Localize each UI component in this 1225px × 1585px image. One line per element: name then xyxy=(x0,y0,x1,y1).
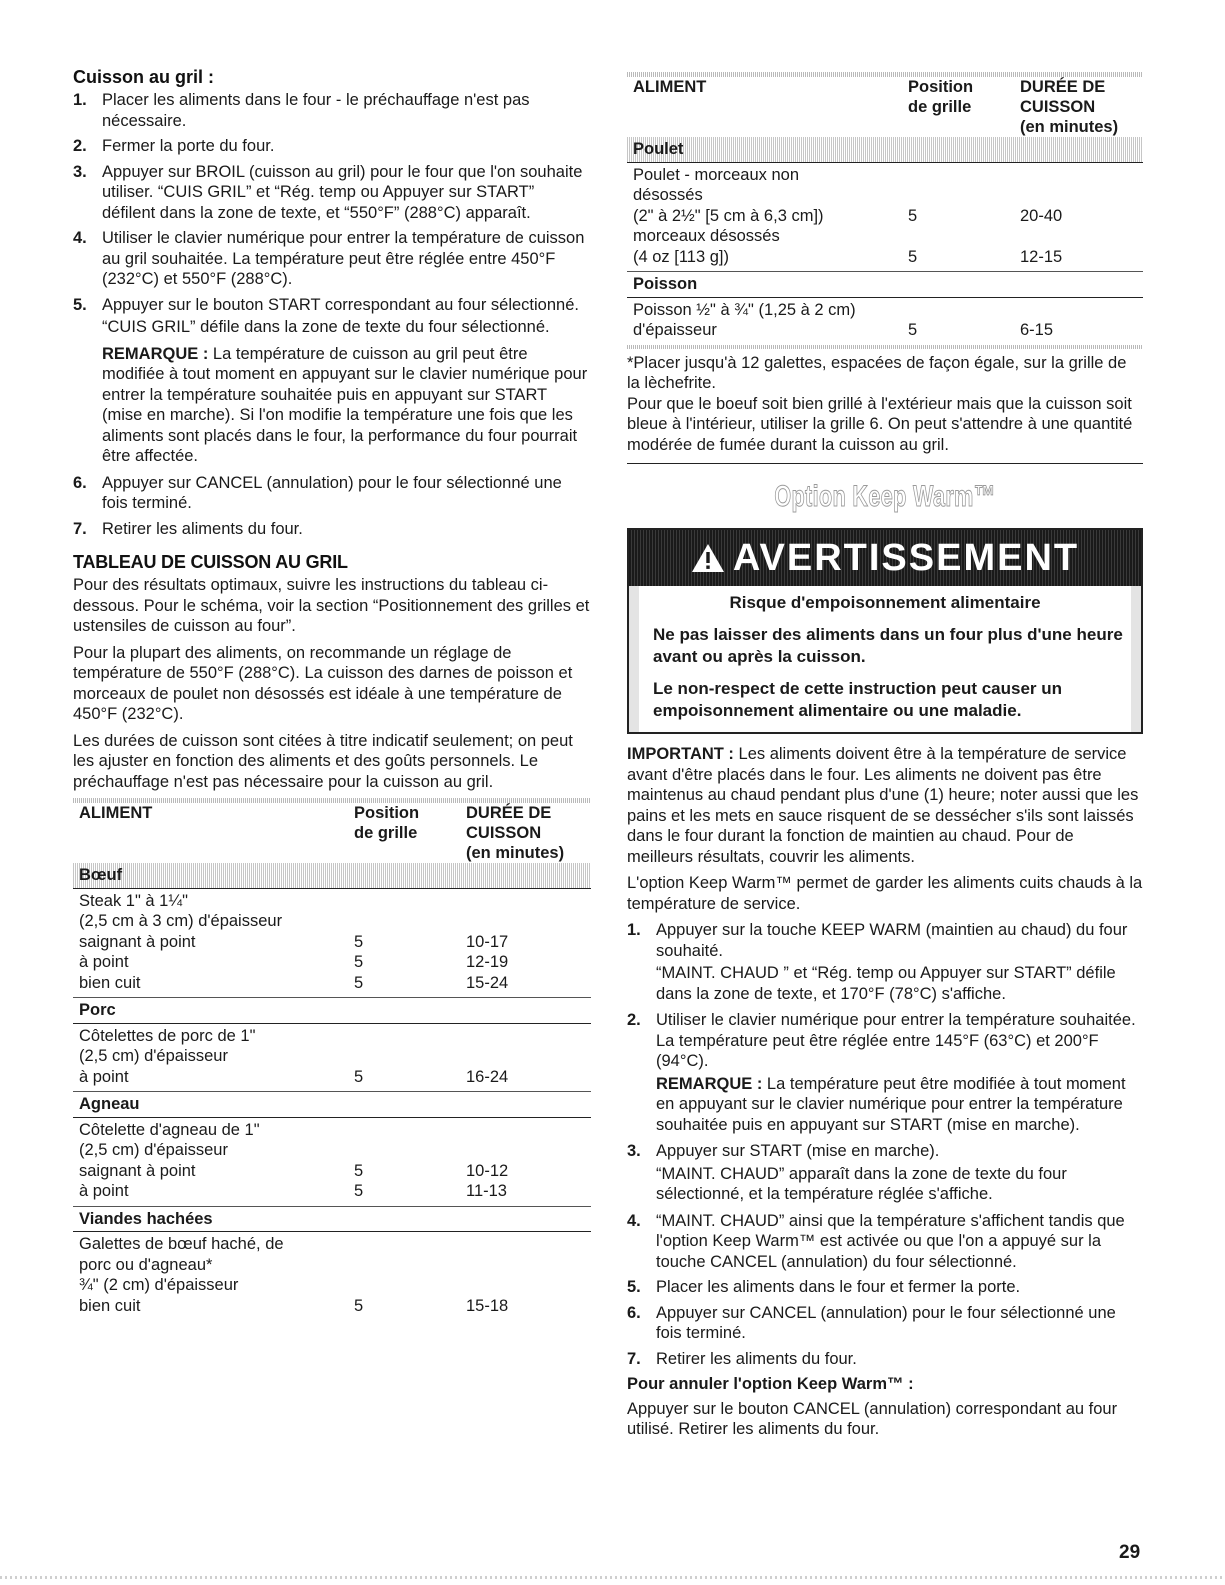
step-number: 5. xyxy=(627,1278,641,1296)
cell-position: 5 xyxy=(354,1067,364,1086)
header-food: ALIMENT xyxy=(79,804,153,822)
paragraph-1: Pour des résultats optimaux, suivre les instructions du tableau ci-dessous. Pour le schéma, voir la section “Positionnement des grilles et ustensiles de cuisson au four”. xyxy=(73,576,590,635)
cell-time xyxy=(466,1026,585,1047)
header-duration-line2: CUISSON xyxy=(1020,98,1096,116)
cell-time xyxy=(466,1046,585,1067)
paragraph-2: Pour la plupart des aliments, on recommande un réglage de température de 550°F (288°C). La cuisson des darnes de poisson et morceaux de poulet non désossés est idéale à une température de 450°F (232°C). xyxy=(73,643,573,723)
rows-viandes xyxy=(73,1232,591,1320)
rows-poulet xyxy=(627,163,1143,273)
keep-warm-step-1 xyxy=(627,920,1143,1004)
table-row xyxy=(79,1046,585,1067)
broil-step-3 xyxy=(73,162,591,224)
keep-warm-steps xyxy=(627,920,1143,1369)
cell-time xyxy=(466,1255,585,1276)
cell-position: 5 xyxy=(354,953,364,971)
step-number: 3. xyxy=(73,162,87,181)
step2-note xyxy=(656,1074,1143,1136)
step-number: 6. xyxy=(73,473,87,492)
cell-position: 5 xyxy=(908,321,918,339)
cell-food: désossés xyxy=(633,186,703,204)
table-row xyxy=(633,320,1137,341)
right-column xyxy=(627,72,1143,1446)
table-row xyxy=(79,1161,585,1182)
keep-warm-step-4 xyxy=(627,1211,1143,1273)
step-number: 4. xyxy=(73,229,87,247)
cell-time: 10-12 xyxy=(466,1161,509,1180)
step-text: Appuyer sur la touche KEEP WARM (maintien au chaud) du four souhaité. xyxy=(656,921,1128,960)
warning-triangle-icon xyxy=(691,543,725,573)
footnote: *Placer jusqu'à 12 galettes, espacées de façon égale, sur la grille de la lèchefrite. xyxy=(627,353,1127,392)
broil-step-2 xyxy=(73,136,591,157)
cell-food: à point xyxy=(79,1067,129,1086)
cell-position xyxy=(908,165,1020,186)
broil-step-6 xyxy=(73,473,591,514)
cell-food: Côtelette d'agneau de 1" xyxy=(79,1120,260,1139)
cell-food: (4 oz [113 g]) xyxy=(633,247,729,266)
cell-position xyxy=(354,1255,466,1276)
cell-time xyxy=(466,891,585,912)
header-position xyxy=(354,803,466,863)
header-duration-line1: DURÉE DE xyxy=(1020,78,1106,96)
cell-time xyxy=(1020,226,1137,247)
step-number: 1. xyxy=(73,91,87,109)
cell-time xyxy=(466,1140,585,1161)
cell-food: ¾" (2 cm) d'épaisseur xyxy=(79,1276,239,1294)
table-row xyxy=(79,973,585,994)
bottom-rule xyxy=(0,1576,1225,1579)
step-number: 3. xyxy=(627,1142,641,1160)
header-duration xyxy=(466,803,585,863)
broil-table-right xyxy=(627,72,1143,349)
cell-position: 5 xyxy=(354,932,364,951)
cell-food: Poulet - morceaux non xyxy=(633,165,800,184)
broil-step-5 xyxy=(73,295,591,467)
table-row xyxy=(79,1255,585,1276)
step-number: 2. xyxy=(627,1011,641,1029)
cell-food: à point xyxy=(79,953,129,971)
warning-line-1: Ne pas laisser des aliments dans un four plus d'une heure avant ou après la cuisson. xyxy=(653,625,1123,666)
keep-warm-step-2 xyxy=(627,1010,1143,1135)
cell-food: morceaux désossés xyxy=(633,227,780,245)
broil-heading: Cuisson au gril : xyxy=(73,67,215,87)
keep-warm-step-5 xyxy=(627,1277,1143,1298)
cell-food: Steak 1" à 1¼" xyxy=(79,891,188,910)
header-position-line1: Position xyxy=(354,804,420,822)
cell-position xyxy=(354,1026,466,1047)
cell-position: 5 xyxy=(354,1296,364,1315)
beef-note: Pour que le boeuf soit bien grillé à l'extérieur mais que la cuisson soit bleue à l'intérieur, utiliser la grille 6. On peut s'attendre à une quantité modérée de fumée durant la cuisson au gril. xyxy=(627,394,1133,454)
table-row xyxy=(79,1067,585,1088)
step-text: Retirer les aliments du four. xyxy=(102,519,303,538)
step-text: “MAINT. CHAUD” ainsi que la température s'affichent tandis que l'option Keep Warm™ est activée ou que l'on a appuyé sur la touche CANCEL (annulation) du four sélectionné. xyxy=(656,1211,1125,1271)
cell-food: (2,5 cm) d'épaisseur xyxy=(79,1047,228,1065)
cell-time xyxy=(466,911,585,932)
important-label: IMPORTANT : xyxy=(627,745,734,763)
cell-position xyxy=(354,1120,466,1141)
header-position-line1: Position xyxy=(908,78,974,96)
table-notes xyxy=(627,353,1143,465)
cancel-text: Appuyer sur le bouton CANCEL (annulation) correspondant au four utilisé. Retirer les aliments du four. xyxy=(627,1399,1118,1438)
step-text: Appuyer sur le bouton START correspondant au four sélectionné. xyxy=(102,295,579,314)
table-row xyxy=(79,1026,585,1047)
warning-banner xyxy=(629,530,1141,586)
header-duration-line2: CUISSON xyxy=(466,824,542,842)
warning-line-2: Le non-respect de cette instruction peut causer un empoisonnement alimentaire ou une maladie. xyxy=(653,679,1063,720)
warning-heading: Risque d'empoisonnement alimentaire xyxy=(729,593,1041,612)
step-text: Appuyer sur BROIL (cuisson au gril) pour le four que l'on souhaite utiliser. “CUIS GRIL” et “Rég. temp ou Appuyer sur START” défilent dans la zone de texte, et “550°F” (288°C) apparaît. xyxy=(102,162,583,222)
cell-time: 10-17 xyxy=(466,932,509,951)
broil-table-left xyxy=(73,798,591,1320)
cell-food: saignant à point xyxy=(79,932,196,951)
cell-position: 5 xyxy=(354,973,364,992)
table-row xyxy=(79,1140,585,1161)
table-header xyxy=(73,803,591,863)
cell-position: 5 xyxy=(354,1161,364,1180)
table-row xyxy=(633,226,1137,247)
step-number: 7. xyxy=(627,1349,641,1368)
cell-position xyxy=(354,891,466,912)
cell-food: d'épaisseur xyxy=(633,321,717,339)
step5-sub: “CUIS GRIL” défile dans la zone de texte du four sélectionné. xyxy=(102,318,550,336)
important-paragraph xyxy=(627,744,1143,867)
header-position-line2: de grille xyxy=(908,98,972,116)
cell-position: 5 xyxy=(908,247,918,266)
cell-position xyxy=(354,1140,466,1161)
header-duration xyxy=(1020,77,1137,137)
keep-warm-intro: L'option Keep Warm™ permet de garder les aliments cuits chauds à la température de service. xyxy=(627,874,1143,913)
step3-sub: “MAINT. CHAUD” apparaît dans la zone de texte du four sélectionné, et la température réglée s'affiche. xyxy=(656,1164,1067,1203)
cell-time xyxy=(466,1234,585,1255)
keep-warm-title: Option Keep Warm™ xyxy=(774,480,996,513)
note-label: REMARQUE : xyxy=(102,344,209,363)
step-text: Placer les aliments dans le four - le préchauffage n'est pas nécessaire. xyxy=(102,91,530,130)
cell-time: 11-13 xyxy=(466,1182,507,1200)
cell-food: bien cuit xyxy=(79,1296,141,1315)
cell-food: Poisson ½" à ¾" (1,25 à 2 cm) xyxy=(633,300,856,319)
header-duration-line3: (en minutes) xyxy=(1020,118,1119,136)
cell-position: 5 xyxy=(354,1182,364,1200)
broil-step-1 xyxy=(73,90,591,131)
table-bottom-rule xyxy=(627,345,1143,349)
cell-position xyxy=(908,226,1020,247)
note-label: REMARQUE : xyxy=(656,1074,763,1093)
cell-time: 15-24 xyxy=(466,973,509,992)
cell-position xyxy=(354,911,466,932)
table-row xyxy=(79,1234,585,1255)
header-position-line2: de grille xyxy=(354,824,418,842)
category-viandes: Viandes hachées xyxy=(73,1207,591,1233)
header-food: ALIMENT xyxy=(633,78,707,96)
step1-sub: “MAINT. CHAUD ” et “Rég. temp ou Appuyer sur START” défile dans la zone de texte, et 170°F (78°C) s'affiche. xyxy=(656,964,1116,1003)
table-row xyxy=(79,1275,585,1296)
table-row xyxy=(633,300,1137,321)
category-poulet: Poulet xyxy=(627,137,1143,163)
rows-poisson xyxy=(627,298,1143,345)
warning-box xyxy=(627,528,1143,734)
cell-position xyxy=(908,185,1020,206)
cell-time: 20-40 xyxy=(1020,206,1063,225)
cell-food: (2,5 cm) d'épaisseur xyxy=(79,1141,228,1159)
cell-time: 12-19 xyxy=(466,953,509,971)
step-text: Retirer les aliments du four. xyxy=(656,1349,857,1368)
table-row xyxy=(79,1181,585,1202)
paragraph-3: Les durées de cuisson sont citées à titre indicatif seulement; on peut les ajuster en fonction des aliments et des goûts personnels. Le préchauffage n'est pas nécessaire pour la cuisson au gril. xyxy=(73,731,573,791)
category-porc: Porc xyxy=(73,998,591,1024)
cell-time: 15-18 xyxy=(466,1296,509,1315)
broil-steps xyxy=(73,90,591,539)
cell-position xyxy=(354,1046,466,1067)
cancel-heading: Pour annuler l'option Keep Warm™ : xyxy=(627,1375,914,1393)
header-duration-line3: (en minutes) xyxy=(466,844,565,862)
cell-food: à point xyxy=(79,1182,129,1200)
note-text: La température de cuisson au gril peut être modifiée à tout moment en appuyant sur le clavier numérique pour entrer la température souhaitée puis en appuyant sur START (mise en marche). Si l'on modifie la température une fois que les aliments sont placés dans le four, la performance du four pourrait être affectée. xyxy=(102,344,588,465)
cell-time xyxy=(466,1120,585,1141)
rows-porc xyxy=(73,1024,591,1093)
table-row xyxy=(79,1120,585,1141)
step-text: Appuyer sur START (mise en marche). xyxy=(656,1142,940,1160)
header-duration-line1: DURÉE DE xyxy=(466,804,552,822)
table-header xyxy=(627,77,1143,137)
cell-food: Côtelettes de porc de 1" xyxy=(79,1026,256,1045)
table-row xyxy=(79,932,585,953)
step-text: Utiliser le clavier numérique pour entrer la température de cuisson au gril souhaitée. La température peut être réglée entre 450°F (232°C) et 550°F (288°C). xyxy=(102,229,585,288)
step-number: 1. xyxy=(627,921,641,939)
step-number: 5. xyxy=(73,295,87,314)
broil-step-7 xyxy=(73,519,591,540)
cell-position: 5 xyxy=(908,206,918,225)
important-text: Les aliments doivent être à la température de service avant d'être placés dans le four. Les aliments ne doivent pas être maintenus au chaud pendant plus d'une (1) heure; noter aussi que les pains et les mets en sauce risquent de se dessécher s'ils sont laissés dans le four durant la fonction de maintien au chaud. Pour de meilleurs résultats, couvrir les aliments. xyxy=(627,745,1139,866)
step-number: 4. xyxy=(627,1211,641,1230)
cell-time xyxy=(1020,300,1137,321)
cell-time xyxy=(1020,185,1137,206)
step5-note xyxy=(102,344,591,467)
broil-step-4 xyxy=(73,228,591,290)
step-text: Appuyer sur CANCEL (annulation) pour le four sélectionné une fois terminé. xyxy=(656,1303,1116,1342)
warning-body xyxy=(629,586,1141,732)
cell-time: 16-24 xyxy=(466,1067,509,1086)
table-row xyxy=(79,911,585,932)
table-row xyxy=(79,891,585,912)
category-agneau: Agneau xyxy=(73,1092,591,1118)
cell-position xyxy=(354,1275,466,1296)
rows-agneau xyxy=(73,1118,591,1207)
keep-warm-step-7 xyxy=(627,1349,1143,1370)
step-number: 2. xyxy=(73,137,87,155)
table-row xyxy=(633,247,1137,268)
table-row xyxy=(633,185,1137,206)
note-text: La température peut être modifiée à tout moment en appuyant sur le clavier numérique pour entrer la température souhaitée puis en appuyant sur START (mise en marche). xyxy=(656,1074,1126,1134)
table-row xyxy=(79,1296,585,1317)
cell-time: 6-15 xyxy=(1020,321,1054,339)
table-row xyxy=(633,206,1137,227)
header-position xyxy=(908,77,1020,137)
warning-banner-text: AVERTISSEMENT xyxy=(732,536,1080,579)
step-text: Fermer la porte du four. xyxy=(102,137,275,155)
cell-time xyxy=(1020,165,1137,186)
cell-time: 12-15 xyxy=(1020,247,1063,266)
left-column xyxy=(73,62,591,1320)
cell-food: Galettes de bœuf haché, de xyxy=(79,1235,284,1253)
keep-warm-step-6 xyxy=(627,1303,1143,1344)
step-text: Utiliser le clavier numérique pour entrer la température souhaitée. La température peut être réglée entre 145°F (63°C) et 200°F (94°C). xyxy=(656,1011,1136,1070)
table-row xyxy=(633,165,1137,186)
cell-time xyxy=(466,1275,585,1296)
cell-food: porc ou d'agneau* xyxy=(79,1255,213,1274)
step-number: 6. xyxy=(627,1303,641,1322)
page-number: 29 xyxy=(1119,1542,1141,1563)
category-boeuf: Bœuf xyxy=(73,863,591,889)
step-number: 7. xyxy=(73,519,87,538)
rows-boeuf xyxy=(73,889,591,999)
cell-position xyxy=(354,1234,466,1255)
cell-position xyxy=(908,300,1020,321)
table-row xyxy=(79,952,585,973)
table-title: TABLEAU DE CUISSON AU GRIL xyxy=(73,552,348,572)
cell-food: (2,5 cm à 3 cm) d'épaisseur xyxy=(79,912,283,930)
cell-food: (2" à 2½" [5 cm à 6,3 cm]) xyxy=(633,206,824,225)
step-text: Placer les aliments dans le four et fermer la porte. xyxy=(656,1278,1021,1296)
cell-food: bien cuit xyxy=(79,973,141,992)
cell-food: saignant à point xyxy=(79,1161,196,1180)
keep-warm-step-3 xyxy=(627,1141,1143,1205)
step-text: Appuyer sur CANCEL (annulation) pour le four sélectionné une fois terminé. xyxy=(102,473,562,512)
category-poisson: Poisson xyxy=(627,272,1143,298)
